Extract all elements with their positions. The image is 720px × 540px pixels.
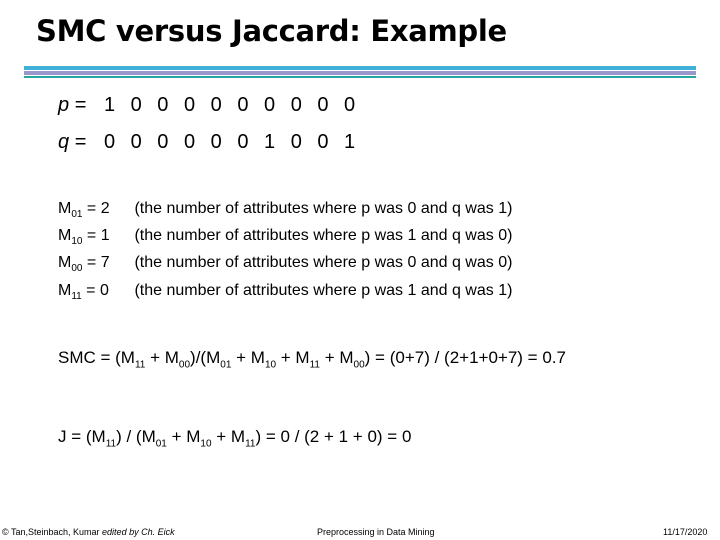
count-label: $M_{01} = 2$ (58, 200, 110, 221)
vector-p (58, 94, 360, 117)
footer-copyright: © Tan,Steinbach, Kumar edited by Ch. Eick (2, 527, 175, 537)
footer-date: 11/17/2020 (663, 527, 708, 537)
count-description: (the number of attributes where p was 1 and q was 0) (134, 227, 513, 244)
title-underline-bar (24, 66, 696, 70)
count-label: $M_{00} = 7$ (58, 254, 110, 275)
vector-name: p (58, 94, 70, 116)
vector-name: q (58, 131, 70, 153)
count-row-m01 (58, 200, 512, 220)
count-description: (the number of attributes where p was 1 and q was 1) (134, 282, 513, 299)
smc-formula: SMC = $(M_{11} + M_{00})/(M_{01} + M_{10} + M_{11} + M_{00}) = (0+7) / (2+1+0+7) = 0.7$ (58, 348, 566, 371)
count-label: $M_{11} = 0$ (58, 282, 109, 303)
count-row-m00 (58, 254, 512, 274)
count-description: (the number of attributes where p was 0 and q was 0) (134, 254, 513, 271)
count-row-m10 (58, 227, 512, 247)
vector-values: 1 0 0 0 0 0 0 0 0 0 (103, 94, 361, 116)
equals-sign: = (74, 94, 87, 116)
vector-values: 0 0 0 0 0 0 1 0 0 1 (103, 131, 361, 153)
equals-sign: = (74, 131, 87, 153)
count-description: (the number of attributes where p was 0 and q was 1) (134, 200, 513, 217)
footer-course-title: Preprocessing in Data Mining (317, 527, 435, 537)
jaccard-formula: $J = (M_{11}) / (M_{01} + M_{10} + M_{11}) = 0 / (2 + 1 + 0) = 0$ (58, 427, 412, 450)
title-underline-bar (24, 71, 696, 75)
title-underline-bar (24, 76, 696, 78)
count-row-m11 (58, 282, 512, 302)
slide-title: SMC versus Jaccard: Example (36, 14, 507, 48)
vector-q (58, 131, 360, 154)
count-label: $M_{10} = 1$ (58, 227, 110, 248)
